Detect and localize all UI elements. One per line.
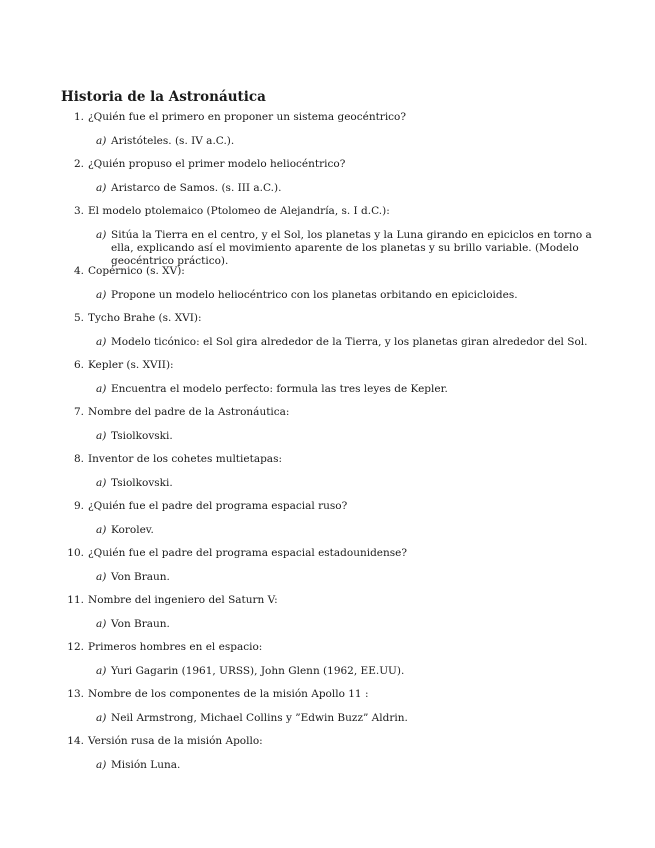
answer-label: a) [96, 477, 107, 489]
answer-text: Propone un modelo heliocéntrico con los planetas orbitando en epicicloides. [111, 289, 518, 301]
question-text: ¿Quién fue el padre del programa espacial ruso? [88, 500, 348, 512]
answer-label: a) [96, 665, 107, 677]
question-text: Nombre de los componentes de la misión Apollo 11 : [88, 688, 369, 700]
answer-text: Yuri Gagarin (1961, URSS), John Glenn (1962, EE.UU). [111, 665, 405, 677]
question-number: 7. [73, 406, 84, 418]
answer-text: Korolev. [111, 524, 154, 536]
question-text: ¿Quién fue el padre del programa espacial estadounidense? [88, 547, 408, 559]
question-text: Kepler (s. XVII): [88, 359, 174, 371]
answer-label: a) [96, 759, 107, 771]
question-number: 11. [67, 594, 84, 606]
answer-text: Sitúa la Tierra en el centro, y el Sol, los planetas y la Luna girando en epiciclos en torno a ella, explicando así el movimiento aparente de los planetas y su brillo variable. (Modelo geocéntrico práctico). [111, 229, 592, 267]
question-text: ¿Quién propuso el primer modelo heliocéntrico? [88, 158, 346, 170]
answer-label: a) [96, 383, 107, 395]
question-number: 13. [67, 688, 84, 700]
answer-label: a) [96, 571, 107, 583]
answer-text: Von Braun. [111, 571, 170, 583]
section-title: Historia de la Astronáutica [61, 89, 266, 105]
question-number: 10. [67, 547, 84, 559]
question-number: 3. [73, 205, 84, 217]
answer-label: a) [96, 135, 107, 147]
question-number: 1. [73, 111, 84, 123]
answer-label: a) [96, 430, 107, 442]
answer-text: Aristóteles. (s. IV a.C.). [111, 135, 235, 147]
answer-text: Tsiolkovski. [111, 430, 173, 442]
question-number: 6. [73, 359, 84, 371]
question-number: 9. [73, 500, 84, 512]
question-text: Versión rusa de la misión Apollo: [88, 735, 263, 747]
answer-text: Encuentra el modelo perfecto: formula las tres leyes de Kepler. [111, 383, 448, 395]
question-text: Primeros hombres en el espacio: [88, 641, 263, 653]
answer-label: a) [96, 712, 107, 724]
question-text: Nombre del padre de la Astronáutica: [88, 406, 290, 418]
question-text: El modelo ptolemaico (Ptolomeo de Alejandría, s. I d.C.): [88, 205, 390, 217]
question-text: Inventor de los cohetes multietapas: [88, 453, 282, 465]
answer-text: Neil Armstrong, Michael Collins y ”Edwin Buzz” Aldrin. [111, 712, 408, 724]
question-text: Tycho Brahe (s. XVI): [88, 312, 202, 324]
question-text: ¿Quién fue el primero en proponer un sistema geocéntrico? [88, 111, 407, 123]
answer-text: Modelo ticónico: el Sol gira alrededor de la Tierra, y los planetas giran alrededor del Sol. [111, 336, 588, 348]
question-number: 14. [67, 735, 84, 747]
answer-label: a) [96, 289, 107, 301]
answer-label: a) [96, 182, 107, 194]
question-number: 5. [73, 312, 84, 324]
answer-text: Tsiolkovski. [111, 477, 173, 489]
answer-label: a) [96, 618, 107, 630]
answer-label: a) [96, 524, 107, 536]
answer-label: a) [96, 229, 107, 241]
answer-label: a) [96, 336, 107, 348]
question-number: 8. [73, 453, 84, 465]
answer-text: Von Braun. [111, 618, 170, 630]
question-text: Copérnico (s. XV): [88, 265, 185, 277]
question-number: 12. [67, 641, 84, 653]
question-number: 2. [73, 158, 84, 170]
answer-text: Misión Luna. [111, 759, 181, 771]
question-text: Nombre del ingeniero del Saturn V: [88, 594, 278, 606]
question-number: 4. [73, 265, 84, 277]
answer-text: Aristarco de Samos. (s. III a.C.). [111, 182, 282, 194]
